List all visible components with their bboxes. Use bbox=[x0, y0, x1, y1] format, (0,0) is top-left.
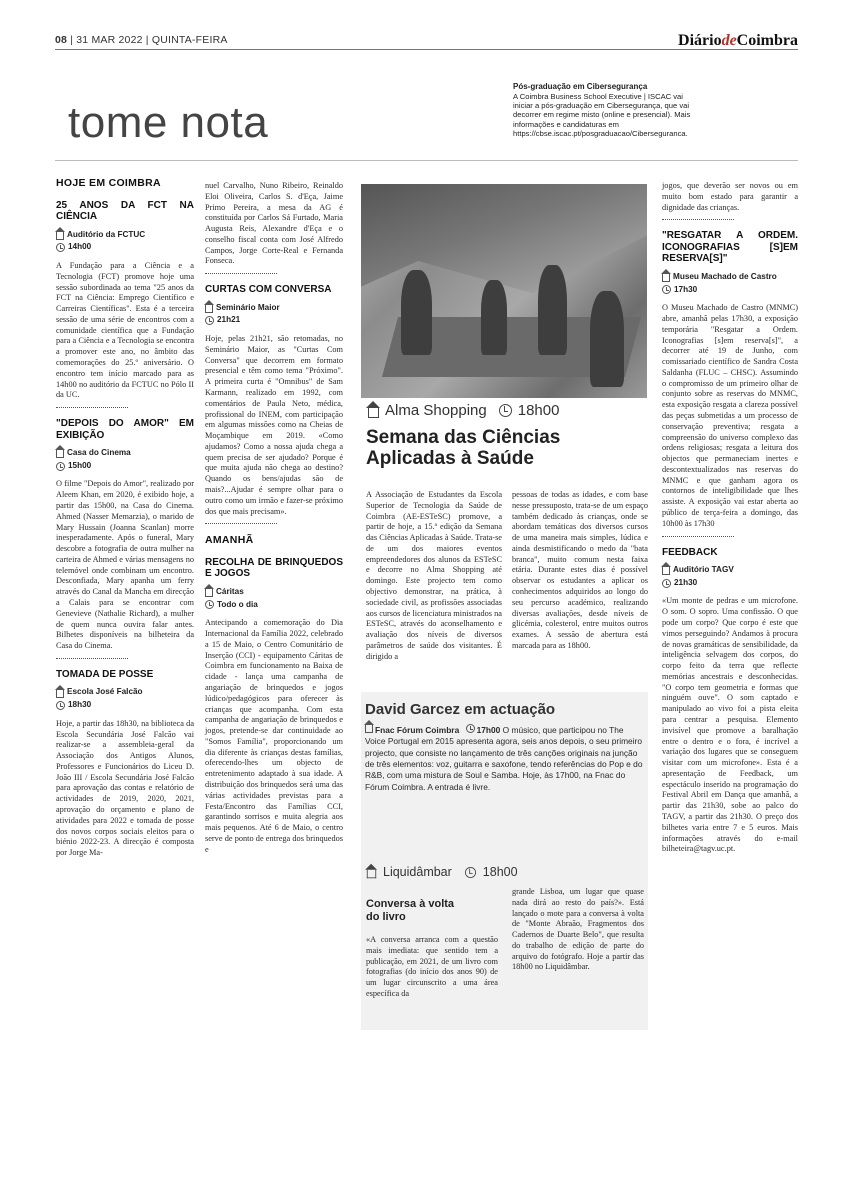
event-location: Seminário Maior bbox=[205, 303, 343, 314]
liquid-meta bbox=[366, 865, 518, 879]
event-time: Todo o dia bbox=[205, 600, 343, 611]
event-location: Casa do Cinema bbox=[56, 448, 194, 459]
david-body: Fnac Fórum Coimbra 17h00 O músico, que participou no The Voice Portugal em 2015 apresenta agora, seis anos depois, o seu primeiro projecto, que consiste no lançamento de três canções originais na junção de três elementos: voz, guitarra e saxofone, tendo referências do Pop e do R&B, com uma mistura de Soul e Samba. Hoje, às 17h00, na Fnac do Fórum Coimbra. A entrada é livre. bbox=[365, 725, 643, 792]
david-time: 17h00 bbox=[476, 725, 501, 735]
event-time: 21h30 bbox=[662, 578, 798, 589]
david-title: David Garcez em actuação bbox=[365, 701, 556, 718]
divider bbox=[56, 407, 128, 408]
liquid-location: Liquidâmbar bbox=[383, 865, 452, 879]
feature-photo bbox=[361, 184, 647, 398]
promo-title: Pós-graduação em Cibersegurança bbox=[513, 82, 648, 91]
event-title: "RESGATAR A ORDEM. ICONOGRAFIAS [S]EM RESERVA[S]" bbox=[662, 230, 798, 265]
event-body: Antecipando a comemoração do Dia Internacional da Família 2022, celebrado a 15 de Maio, o Centro Comunitário de Inserção (CCI) - equipamento Cáritas de Coimbra em funcionamento na Baixa de cidade - lança uma campanha de angariação de brinquedos e jogos lúdico/pedagógicos para oferecer às crianças que acompanha. Com esta campanha de angariação de brinquedos e jogos, pretende-se dar continuidade ao "Somos Família", proporcionando um dia diferente às crianças destas famílias, oferecendo-lhes um objecto de entretenimento adaptado à sua idade. A distribuição dos brinquedos será uma das várias actividades previstas para a Festa/Encontro das Famílias CCI, garantindo sorrisos e muita alegria aos mais pequenos. Até 6 de Maio, o centro serve de ponto de entrega dos brinquedos e bbox=[205, 618, 343, 854]
feature-headline: Semana das Ciências Aplicadas à Saúde bbox=[366, 427, 561, 469]
divider bbox=[56, 658, 128, 659]
column-2 bbox=[205, 181, 343, 855]
issue-weekday: QUINTA-FEIRA bbox=[151, 34, 228, 46]
event-body: Hoje, a partir das 18h30, na biblioteca da Escola Secundária José Falcão vai realizar-se a assembleia-geral da Associação dos Antigos Alunos, Professores e Funcionários do Liceu D. João III / Escola Secundária José Falcão para aprovação das contas e relatório de actividades de 2019, 2020, 2021, aprovação do orçamento e plano de atividades para 2022 e tomada de posse dos novos corpos sociais eleitos para o biénio 2022-23. A direcção é composta por Jorge Ma- bbox=[56, 718, 194, 858]
issue-date: 31 MAR 2022 bbox=[76, 34, 143, 46]
feature-location: Alma Shopping bbox=[385, 402, 487, 419]
column-1 bbox=[56, 177, 194, 859]
kicker-tomorrow: AMANHÃ bbox=[205, 534, 254, 547]
event-location: Auditório da FCTUC bbox=[56, 230, 194, 241]
liquid-title: Conversa à volta do livro bbox=[366, 898, 455, 923]
event-time: 17h30 bbox=[662, 285, 798, 296]
event-title: RECOLHA DE BRINQUEDOS E JOGOS bbox=[205, 556, 343, 580]
event-time: 15h00 bbox=[56, 461, 194, 472]
clock-icon bbox=[205, 316, 214, 325]
house-icon bbox=[205, 589, 213, 597]
house-icon bbox=[662, 567, 670, 575]
event-body: O filme "Depois do Amor", realizado por Aleem Khan, em 2020, é exibido hoje, a partir das 15h00, na Casa do Cinema. Ahmed (Nasser Memarzia), o marido de Mary Hussain (Joanna Scanlan) morre inesperadamente. Após o funeral, Mary descobre a fotografia de outra mulher na carteira de Ahmed e várias mensagens no telemóvel onde combinam um encontro. Desconfiada, Mary apanha um ferry através do Canal da Mancha em direcção a Calais para se encontrar com Genevieve (Nathalie Richard), a mulher de quem nunca ouvira falar antes. Bilhetes disponíveis na bilheteira da Casa do Cinema. bbox=[56, 479, 194, 651]
header-rule bbox=[55, 49, 798, 50]
column-5 bbox=[662, 181, 798, 855]
house-icon bbox=[56, 690, 64, 698]
house-icon bbox=[367, 870, 376, 879]
divider bbox=[662, 219, 734, 220]
page-header: 08 | 31 MAR 2022 | QUINTA-FEIRA bbox=[55, 34, 228, 46]
feature-time: 18h00 bbox=[517, 402, 560, 419]
newspaper-logo: DiáriodeCoimbra bbox=[678, 32, 798, 49]
clock-icon bbox=[465, 866, 476, 877]
divider bbox=[205, 523, 277, 524]
event-body: O Museu Machado de Castro (MNMC) abre, amanhã pelas 17h30, a exposição temporária "Resgatar a Ordem. Iconografias [s]em reserva[s]", a decorrer até 19 de Junho, com comissariado científico de Sandra Costa Saldanha (FLUC – CHSC). Assumindo o compromisso de um primeiro olhar de conjunto sobre as reservas do MNMC, esta exposição resgata a clareza possível das peças submetidas a um processo de conservação preventiva; resgata a compreensão do universo complexo das ordens religiosas; resgata a leitura dos objectos que permaneciam inertes e descontextualizados nas reservas do MNMC e que ganham agora os contornos de inteligibilidade que lhes assiste. A exposição vai estar aberta ao público de terça-feira a domingo, das 10h00 às 17h30 bbox=[662, 303, 798, 528]
event-location: Auditório TAGV bbox=[662, 565, 798, 576]
house-icon bbox=[205, 305, 213, 313]
house-icon bbox=[365, 725, 373, 733]
event-title: FEEDBACK bbox=[662, 546, 718, 558]
liquid-time: 18h00 bbox=[482, 865, 518, 879]
liquid-body-left: «A conversa arranca com a questão mais imediata: que sentido tem a publicação, em 2021, de um livro com fotografias (do início dos anos 90) de um lugar circunscrito a uma área específica da bbox=[366, 935, 498, 998]
clock-icon bbox=[56, 243, 65, 252]
event-location: Museu Machado de Castro bbox=[662, 272, 798, 283]
david-location: Fnac Fórum Coimbra bbox=[375, 725, 460, 735]
house-icon bbox=[56, 450, 64, 458]
event-location: Escola José Falcão bbox=[56, 687, 194, 698]
house-icon bbox=[662, 274, 670, 282]
event-time: 18h30 bbox=[56, 700, 194, 711]
event-body: A Fundação para a Ciência e a Tecnologia (FCT) promove hoje uma sessão subordinada ao tema "25 anos da FCT na Ciência: Emprego Científico e Carreiras Científicas". Esta é a terceira sessão de uma série de encontros com a comunidade científica que a Fundação para a Ciência e a Tecnologia se encontra a promover este ano, no âmbito das comemorações do 25.º aniversário. O encontro tem início marcado para as 14h00 no auditório da FCTUC no Pólo II da UC. bbox=[56, 260, 194, 400]
promo-box bbox=[513, 82, 693, 138]
liquid-body-right: grande Lisboa, um lugar que quase nada dirá ao resto do país?». Está lançado o mote para a conversa à volta de "Monte Abraão, Fragmentos dos Cadernos de Duarte Belo", que resulta do trabalho de edição de parte do arquivo do fotógrafo. Hoje a partir das 18h00 no Liquidâmbar. bbox=[512, 887, 644, 972]
event-body: Hoje, pelas 21h21, são retomadas, no Seminário Maior, as "Curtas Com Conversa" que decorrem em formato presencial e têm como tema "Próximo". A primeira curta é "Omnibus" de Sam Karmann, realizado em 1992, com comentários de Paula Neto, médica, profissional do INEM, com participação em algumas missões como na Cheias de Moçambique em 2019. «Como ajudamos? Como a nossa ajuda chega a quem precisa de ser ajudado? Porque é que muita ajuda não chega ao destino? Quando os bens/ajudas são de mais?...Ajudar é sempre olhar para o outro como um irmão e fazer-se próximo dos que mais precisam». bbox=[205, 334, 343, 516]
clock-icon bbox=[466, 724, 475, 733]
clock-icon bbox=[205, 600, 214, 609]
event-title: 25 ANOS DA FCT NA CIÊNCIA bbox=[56, 199, 194, 223]
clock-icon bbox=[56, 462, 65, 471]
feature-body-right: pessoas de todas as idades, e com base nesse pressuposto, trata-se de um espaço também dedicado às crianças, onde se abordam temáticas dos diversos cursos de uma maneira mais simples, lúdica e ainda desmistificando o medo da "bata branca", muito comum nesta faixa etária. Durante estes dias é possível observar os estudantes a aplicar os conhecimentos adquiridos ao longo do seu percurso académico, realizando diversas avaliações, desde níveis de glicémia, colesterol, entre muitos outros exames. A sessão de abertura está marcada para as 18h00. bbox=[512, 490, 648, 650]
section-title: tome nota bbox=[68, 98, 269, 147]
title-rule bbox=[55, 160, 798, 161]
promo-body: A Coimbra Business School Executive | ISCAC vai iniciar a pós-graduação em Cibersegurança, que vai decorrer em regime misto (online e presencial). Mais informações e candidaturas em https://cbse.iscac.pt/posgraduacao/Ciberseguranca. bbox=[513, 91, 691, 138]
clock-icon bbox=[56, 701, 65, 710]
event-body-continued: jogos, que deverão ser novos ou em muito bom estado para garantir a dignidade das crianças. bbox=[662, 181, 798, 212]
event-title: "DEPOIS DO AMOR" EM EXIBIÇÃO bbox=[56, 418, 194, 441]
event-time: 21h21 bbox=[205, 315, 343, 326]
feature-body-left: A Associação de Estudantes da Escola Superior de Tecnologia da Saúde de Coimbra (AE-ESTeSC) promove, a partir de hoje, a 15.ª edição da Semana das Ciências Aplicadas à Saúde. Trata-se de um dos maiores eventos empreendedores dos alunos da ESTeSC e decorre no Alma Shopping até domingo. Este projecto tem como objectivo demonstrar, na prática, à sociedade civil, as profissões associadas aos cursos de licenciatura ministrados na ESTeSC, através do aconselhamento e avaliação dos níveis de diversos parâmetros de saúde dos visitantes. É dirigido a bbox=[366, 490, 502, 661]
page-number: 08 bbox=[55, 34, 68, 46]
event-body-continued: nuel Carvalho, Nuno Ribeiro, Reinaldo Eloi Oliveira, Carlos S. d'Eça, Jaime Primo Pereira, a mesa da AG é constituída por Carlos Sá Furtado, Maria Augusta Reis, Alexandre d'Eça e o conselho fiscal conta com José Alfredo Campos, Jorge Corte-Real e Fernanda Fonseca. bbox=[205, 181, 343, 266]
divider bbox=[662, 536, 734, 537]
house-icon bbox=[368, 408, 379, 418]
event-location: Cáritas bbox=[205, 587, 343, 598]
clock-icon bbox=[662, 579, 671, 588]
house-icon bbox=[56, 232, 64, 240]
feature-meta bbox=[368, 402, 559, 419]
divider bbox=[205, 273, 277, 274]
event-title: CURTAS COM CONVERSA bbox=[205, 284, 332, 296]
event-body: «Um monte de pedras e um microfone. O som. O sopro. Uma confissão. O que pode um corpo? Que corpo é este que vimos perseguindo? Andamos à procura de novas gramáticas de sensibilidade, da inteligência selvagem dos corpos, do corpo feito da terra que reflecte memórias ancestrais e desconhecidas. "O corpo tem geometria e formas que ninguém ouve". O som captado e manipulado ao vivo foi a pista eleita para centrar a pesquisa. Elemento invisível que promove a baralhação entre o dentro e o fora, é incrível a variação dos lugares que se conseguem visitar com um microfone». Esta é a apresentação de Feedback, um espectáculo inserido na programação do Festival Abril em Dança que amanhã, a partir das 21h30, sobe ao palco do TAGV, a partir das 21h30. O preço dos bilhetes varia entre 7 e 5 euros. Mais informações através do e-mail bilheteira@tagv.uc.pt. bbox=[662, 596, 798, 854]
clock-icon bbox=[662, 285, 671, 294]
kicker-today: HOJE EM COIMBRA bbox=[56, 177, 161, 189]
event-title: TOMADA DE POSSE bbox=[56, 668, 154, 680]
event-time: 14h00 bbox=[56, 242, 194, 253]
clock-icon bbox=[499, 404, 512, 417]
